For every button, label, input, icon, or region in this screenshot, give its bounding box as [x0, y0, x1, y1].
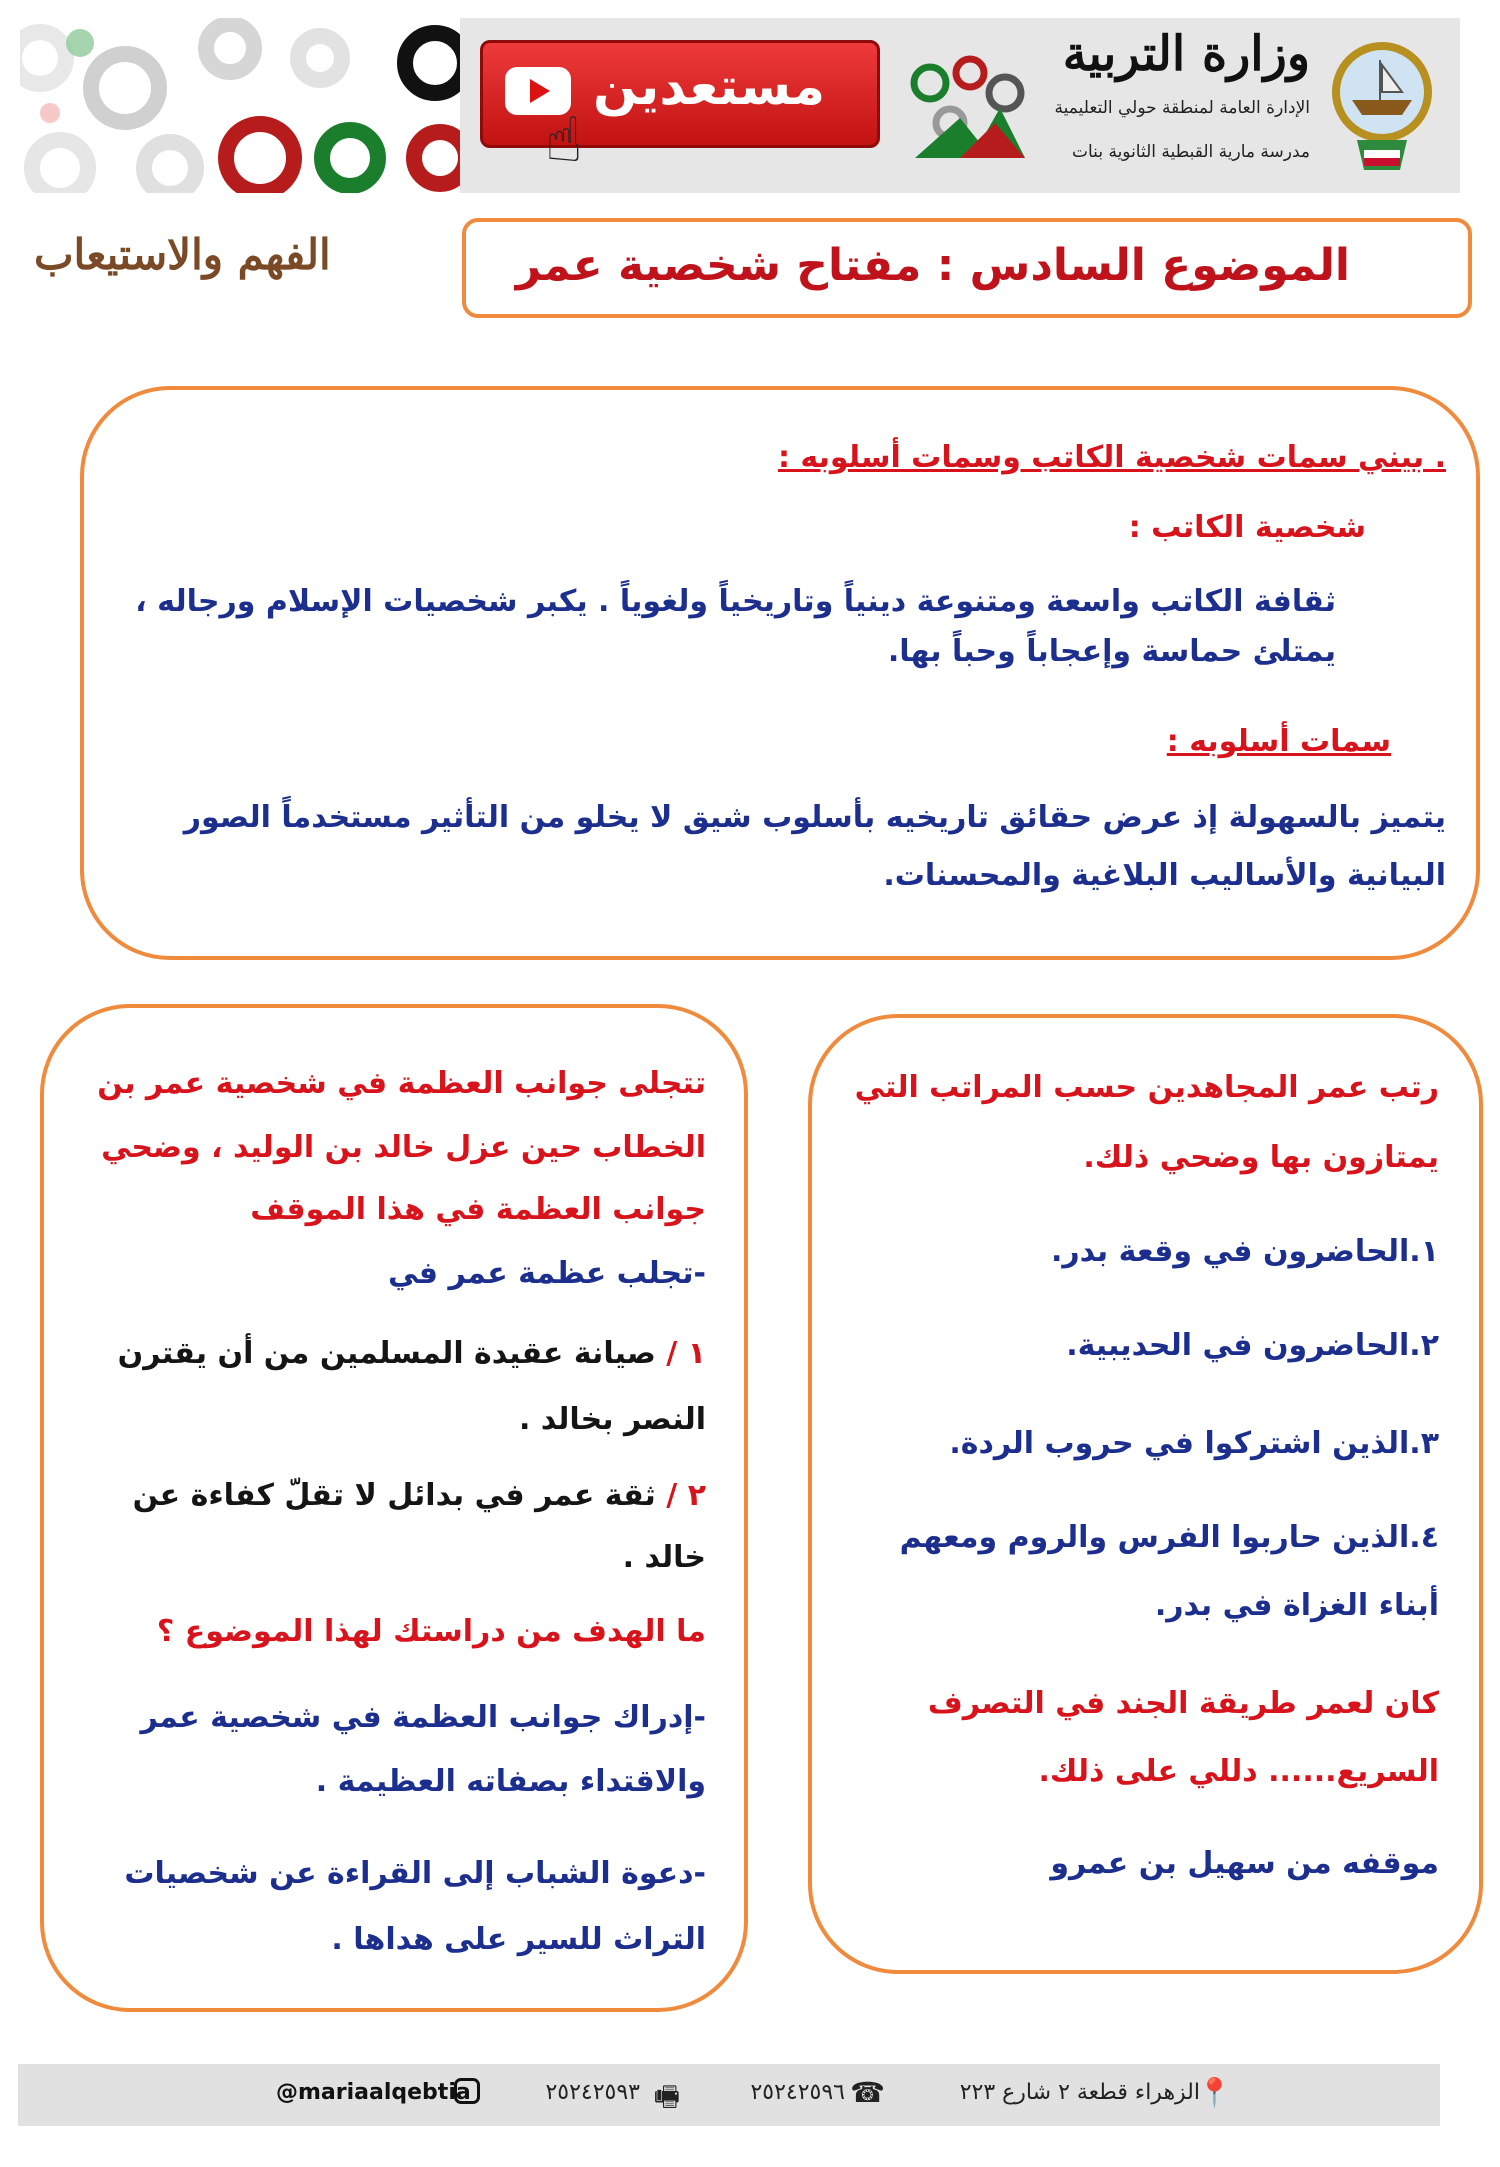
answer-line: والاقتداء بصفاته العظيمة . — [315, 1764, 706, 1799]
footer-fax: ٢٥٢٤٢٥٩٣ — [545, 2080, 640, 2105]
paragraph-line: البيانية والأساليب البلاغية والمحسنات. — [883, 858, 1446, 893]
question-line: ما الهدف من دراستك لهذا الموضوع ؟ — [156, 1614, 706, 1649]
point-line — [133, 1476, 706, 1516]
footer-address: الزهراء قطعة ٢ شارع ٢٢٣ — [959, 2080, 1200, 2105]
paragraph-line: يمتلئ حماسة وإعجاباً وحباً بها. — [887, 634, 1336, 669]
kuwait-emblem — [1322, 30, 1442, 180]
footer-bar — [18, 2064, 1440, 2126]
point-number: ١ / — [666, 1336, 706, 1371]
instagram-handle[interactable]: @mariaalqebtia — [276, 2080, 471, 2105]
answer-line: -إدراك جوانب العظمة في شخصية عمر — [140, 1700, 706, 1735]
list-item: أبناء الغزاة في بدر. — [1154, 1588, 1439, 1623]
question-line: تتجلى جوانب العظمة في شخصية عمر بن — [97, 1066, 706, 1101]
question-line: رتب عمر المجاهدين حسب المراتب التي — [854, 1070, 1439, 1105]
list-item: ١.الحاضرون في وقعة بدر. — [1050, 1234, 1439, 1269]
question-line: جوانب العظمة في هذا الموقف — [250, 1192, 706, 1227]
section-title: الفهم والاستيعاب — [34, 230, 331, 279]
pointer-hand-icon: ☝ — [545, 103, 583, 176]
footer-phone: ٢٥٢٤٢٥٩٦ — [750, 2080, 845, 2105]
school-logo — [900, 48, 1035, 168]
fax-icon: 🖷 — [653, 2080, 680, 2113]
question-heading: . بيني سمات شخصية الكاتب وسمات أسلوبه : — [777, 440, 1446, 475]
ministry-subtitle: الإدارة العامة لمنطقة حولي التعليمية — [1054, 98, 1310, 118]
youtube-label: مستعدين — [593, 57, 826, 117]
point-line: خالد . — [622, 1540, 706, 1575]
answer-line: -دعوة الشباب إلى القراءة عن شخصيات — [124, 1856, 706, 1891]
paragraph-line: يتميز بالسهولة إذ عرض حقائق تاريخيه بأسلوب شيق لا يخلو من التأثير مستخدماً الصور — [183, 800, 1446, 835]
answer-line: موقفه من سهيل بن عمرو — [1050, 1846, 1439, 1881]
point-text: ثقة عمر في بدائل لا تقلّ كفاءة عن — [132, 1478, 656, 1513]
point-line: النصر بخالد . — [518, 1402, 706, 1437]
banner-panel — [460, 18, 1460, 193]
question-line: الخطاب حين عزل خالد بن الوليد ، وضحي — [101, 1130, 706, 1165]
ranking-box — [808, 1014, 1483, 1974]
point-number: ٢ / — [666, 1478, 706, 1513]
sub-heading: -تجلب عظمة عمر في — [388, 1256, 706, 1291]
author-traits-box — [80, 386, 1480, 960]
question-line: يمتازون بها وضحي ذلك. — [1083, 1140, 1439, 1175]
question-line: السريع...... دللي على ذلك. — [1038, 1754, 1439, 1789]
point-line — [118, 1334, 706, 1374]
youtube-subscribe-button[interactable] — [480, 40, 880, 176]
greatness-box — [40, 1004, 748, 2012]
ministry-title: وزارة التربية — [1062, 26, 1310, 82]
style-heading: سمات أسلوبه : — [1166, 724, 1391, 759]
header-banner — [20, 18, 1460, 193]
topic-title-box — [462, 218, 1472, 318]
paragraph-line: ثقافة الكاتب واسعة ومتنوعة دينياً وتاريخياً ولغوياً . يكبر شخصيات الإسلام ورجاله ، — [135, 584, 1336, 619]
phone-icon: ☎ — [850, 2076, 885, 2109]
point-text: صيانة عقيدة المسلمين من أن يقترن — [117, 1336, 656, 1371]
school-name: مدرسة مارية القبطية الثانوية بنات — [1072, 142, 1310, 162]
list-item: ٤.الذين حاربوا الفرس والروم ومعهم — [899, 1520, 1439, 1555]
question-line: كان لعمر طريقة الجند في التصرف — [927, 1686, 1439, 1721]
gears-decoration — [20, 18, 460, 193]
list-item: ٢.الحاضرون في الحديبية. — [1066, 1328, 1439, 1363]
location-pin-icon: 📍 — [1197, 2076, 1232, 2109]
answer-line: التراث للسير على هداها . — [331, 1922, 706, 1957]
list-item: ٣.الذين اشتركوا في حروب الردة. — [949, 1426, 1439, 1461]
author-personality-heading: شخصية الكاتب : — [1128, 510, 1366, 545]
topic-title: الموضوع السادس : مفتاح شخصية عمر — [515, 240, 1350, 291]
